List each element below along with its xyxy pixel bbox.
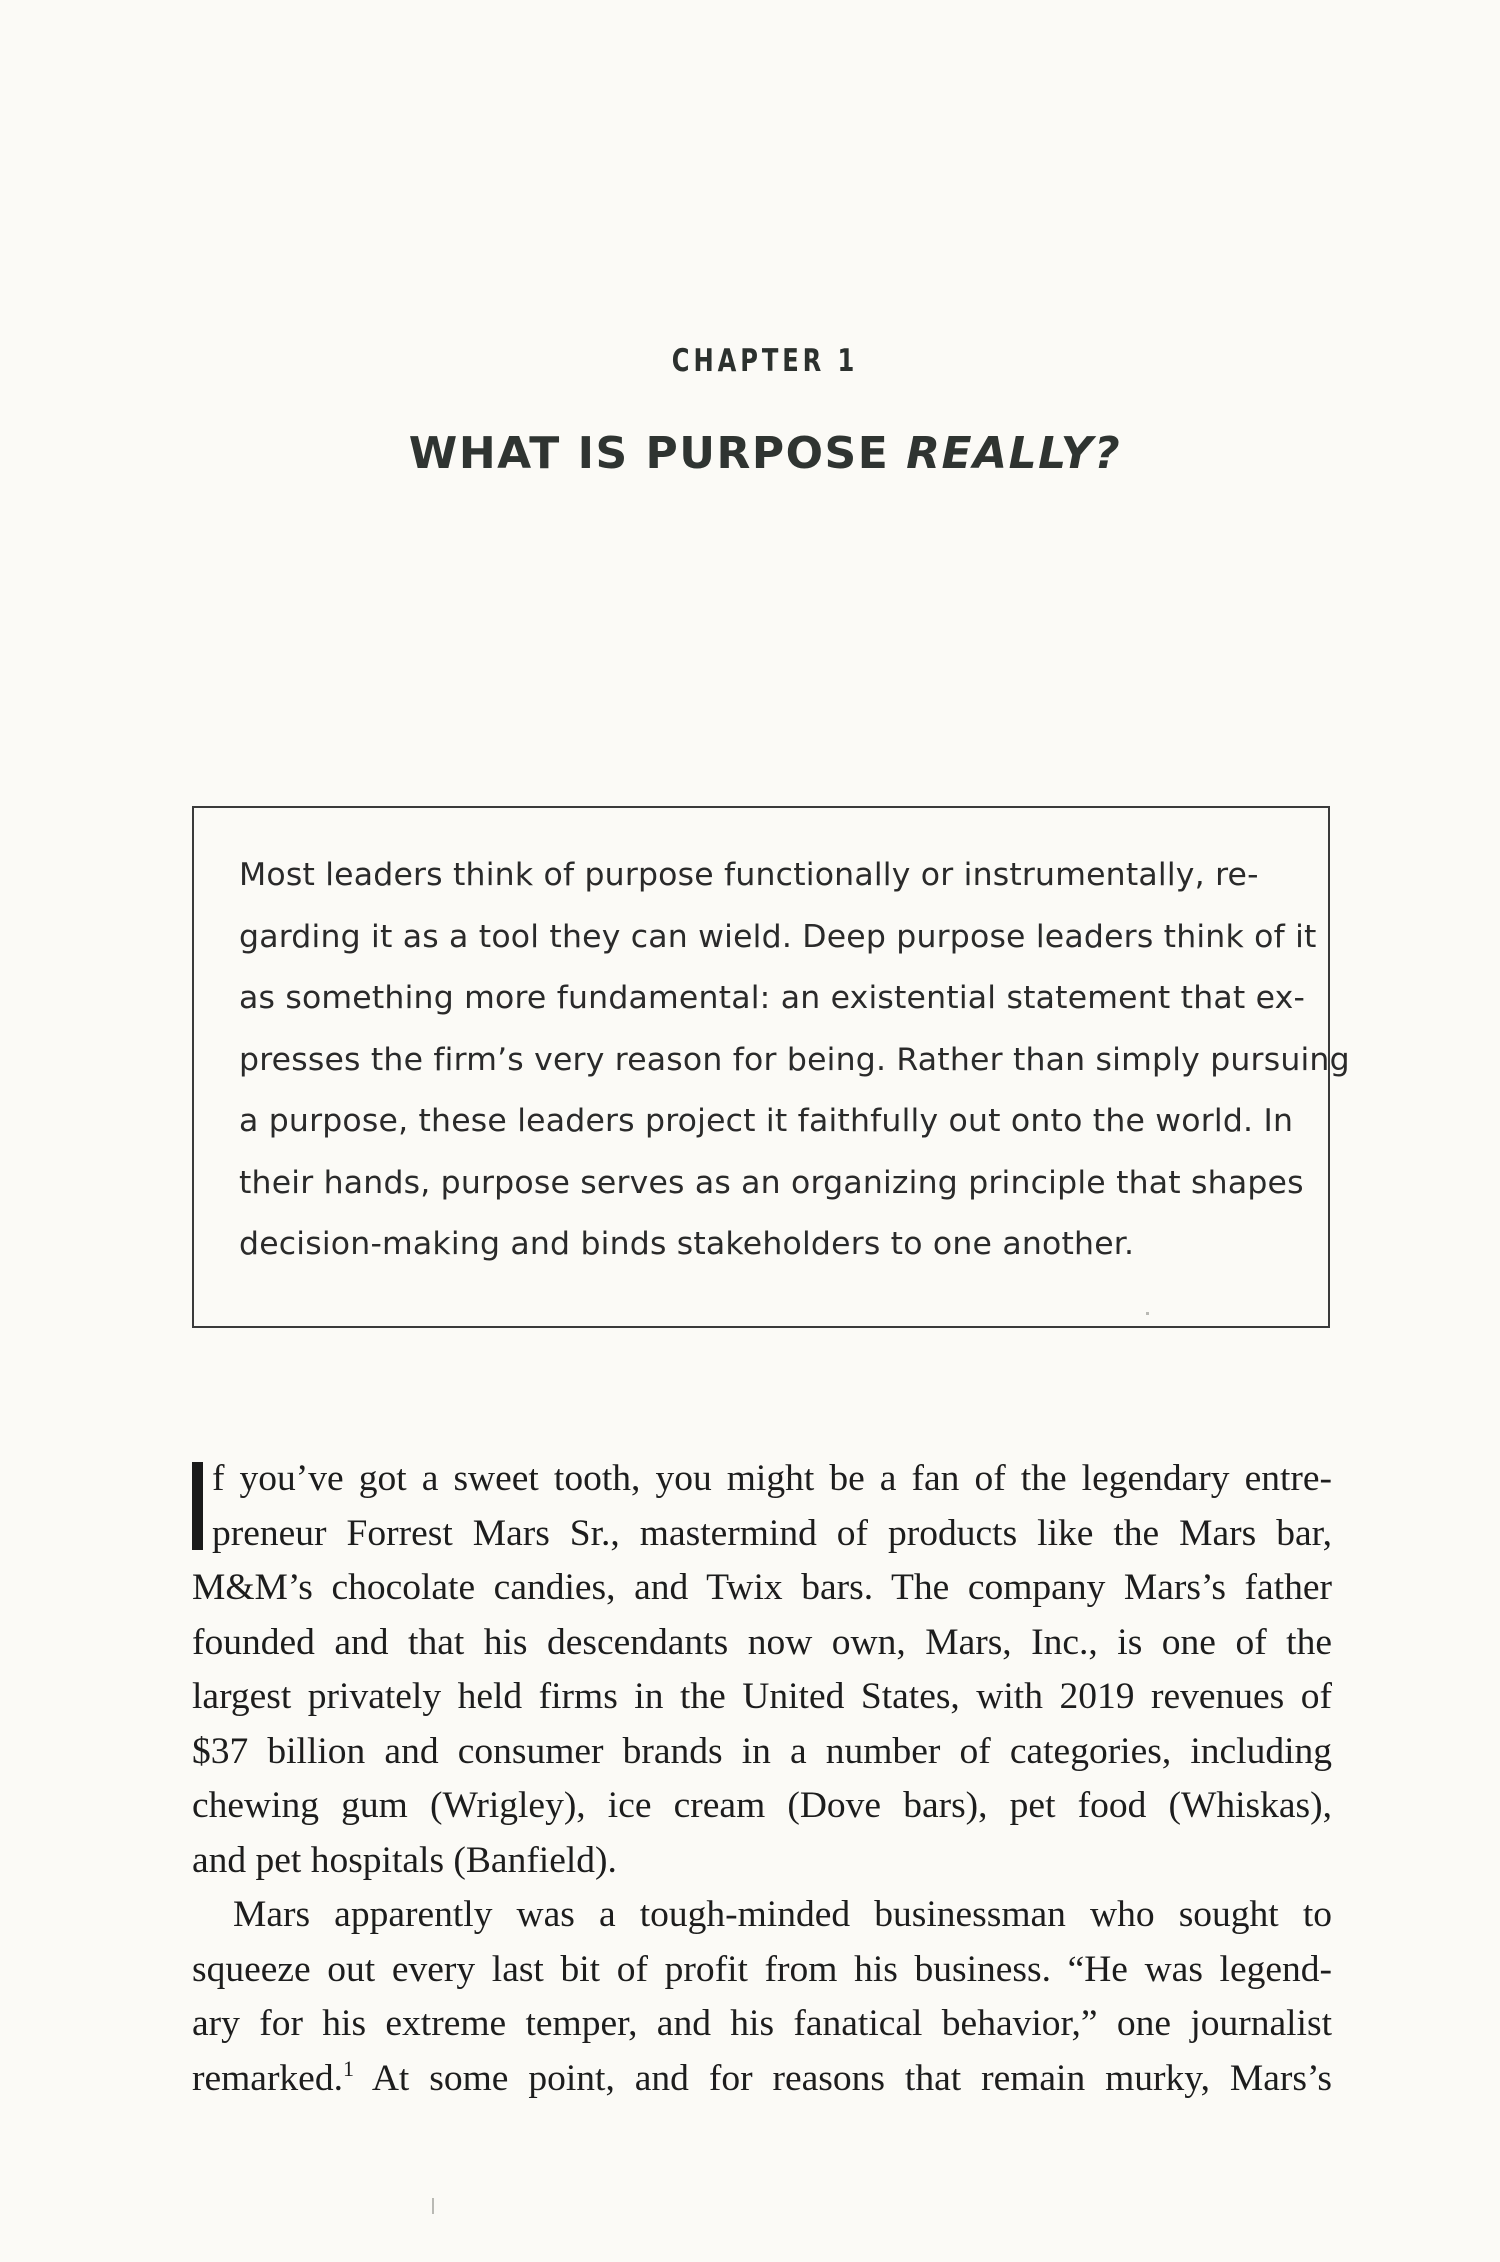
chapter-summary-box bbox=[192, 806, 1350, 1328]
chapter-title-main: WHAT IS PURPOSE bbox=[408, 428, 907, 479]
drop-cap-i bbox=[192, 1462, 203, 1550]
body-line: $37 billion and consumer brands in a number of categories, including bbox=[192, 1730, 1332, 1772]
body-line-part: remarked. bbox=[192, 2057, 343, 2099]
body-line: largest privately held firms in the United States, with 2019 revenues of bbox=[192, 1676, 1332, 1717]
body-line-part: At some point, and for reasons that remain murky, Mars’s bbox=[353, 2057, 1332, 2099]
body-line: f you’ve got a sweet tooth, you might be a fan of the legendary entre- bbox=[212, 1458, 1332, 1499]
body-line bbox=[192, 2052, 1332, 2107]
chapter-label: CHAPTER 1 bbox=[671, 343, 859, 379]
body-line: and pet hospitals (Banfield). bbox=[192, 1839, 617, 1881]
summary-line: decision-making and binds stakeholders to one another. bbox=[239, 1226, 1135, 1262]
scan-mark bbox=[432, 2198, 434, 2214]
summary-line: Most leaders think of purpose functionally or instrumentally, re- bbox=[239, 857, 1259, 893]
body-text bbox=[192, 1452, 1332, 2106]
body-line: founded and that his descendants now own, Mars, Inc., is one of the bbox=[192, 1621, 1332, 1663]
footnote-marker: 1 bbox=[342, 2055, 354, 2081]
summary-line: as something more fundamental: an existential statement that ex- bbox=[239, 980, 1306, 1016]
summary-line: their hands, purpose serves as an organizing principle that shapes bbox=[239, 1164, 1304, 1201]
body-line: chewing gum (Wrigley), ice cream (Dove bars), pet food (Whiskas), bbox=[192, 1785, 1332, 1826]
scan-mark bbox=[1146, 1312, 1149, 1315]
body-line: ary for his extreme temper, and his fanatical behavior,” one journalist bbox=[192, 2003, 1332, 2044]
summary-line: garding it as a tool they can wield. Deep purpose leaders think of it bbox=[239, 918, 1317, 955]
chapter-summary-text bbox=[239, 845, 1350, 1276]
body-line: Mars apparently was a tough-minded businessman who sought to bbox=[233, 1894, 1332, 1935]
body-line: M&M’s chocolate candies, and Twix bars. The company Mars’s father bbox=[192, 1567, 1332, 1608]
chapter-title-emphasis: REALLY? bbox=[906, 428, 1122, 479]
body-line: preneur Forrest Mars Sr., mastermind of products like the Mars bar, bbox=[212, 1512, 1332, 1554]
chapter-title bbox=[0, 428, 1500, 479]
body-line: squeeze out every last bit of profit from his business. “He was legend- bbox=[192, 1948, 1332, 1990]
summary-line: a purpose, these leaders project it faithfully out onto the world. In bbox=[239, 1103, 1294, 1139]
summary-line: presses the firm’s very reason for being. Rather than simply pursuing bbox=[239, 1041, 1350, 1078]
paragraph-1 bbox=[192, 1452, 1332, 1561]
